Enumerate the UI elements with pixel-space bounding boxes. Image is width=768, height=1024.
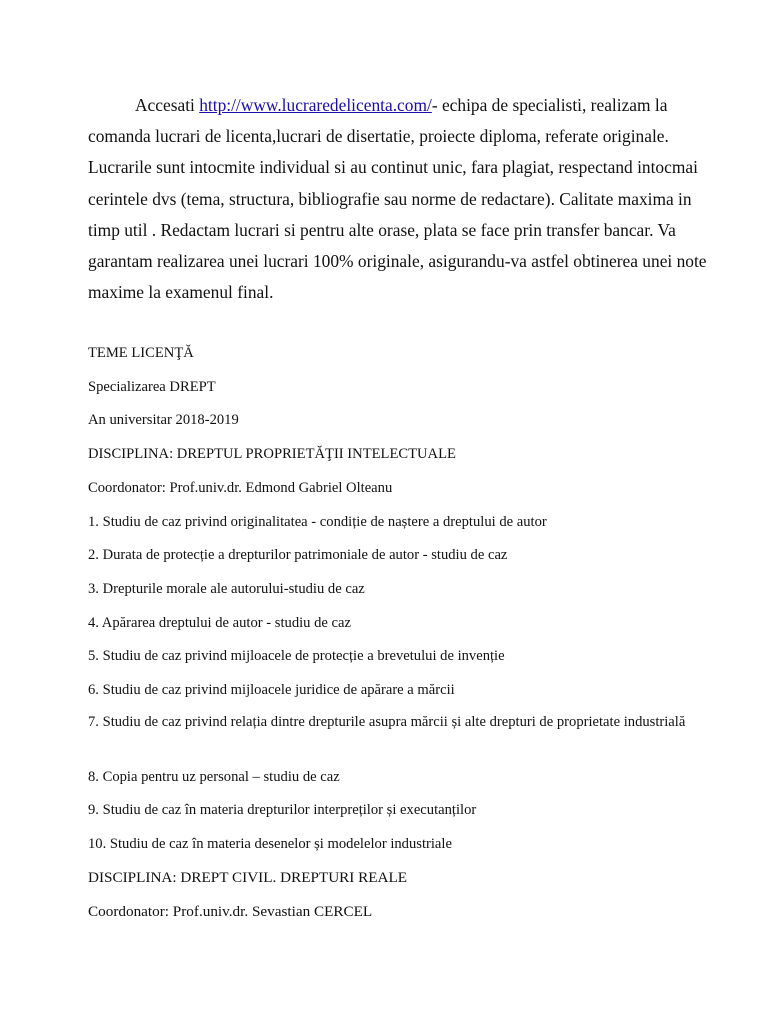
topic-item-8: 8. Copia pentru uz personal – studiu de caz [88,769,340,785]
intro-lead: Accesati [135,95,200,115]
topic-item-5: 5. Studiu de caz privind mijloacele de protecție a brevetului de invenție [88,648,505,664]
topic-item-1: 1. Studiu de caz privind originalitatea - condiție de naștere a dreptului de autor [88,514,547,530]
website-link[interactable]: http://www.lucraredelicenta.com/ [199,95,432,115]
topic-item-3: 3. Drepturile morale ale autorului-studiu de caz [88,581,365,597]
topic-item-4: 4. Apărarea dreptului de autor - studiu de caz [88,615,351,631]
coordinator-1: Coordonator: Prof.univ.dr. Edmond Gabriel Olteanu [88,480,393,496]
topic-item-9: 9. Studiu de caz în materia drepturilor interpreților și executanților [88,802,477,818]
topic-item-7: 7. Studiu de caz privind relația dintre drepturile asupra mărcii și alte drepturi de proprietate industrială [88,714,686,730]
discipline-title-1: DISCIPLINA: DREPTUL PROPRIETĂŢII INTELECTUALE [88,446,456,462]
topic-item-2: 2. Durata de protecție a drepturilor patrimoniale de autor - studiu de caz [88,547,508,563]
section-heading-teme: TEME LICENŢĂ [88,345,194,361]
intro-rest: - echipa de specialisti, realizam la comanda lucrari de licenta,lucrari de disertatie, proiecte diploma, referate originale. Lucrarile sunt intocmite individual si au continut unic, fara plagiat, respectand intocmai cerintele dvs (tema, structura, bibliografie sau norme de redactare). Calitate maxima in timp util . Redactam lucrari si pentru alte orase, plata se face prin transfer bancar. Va garantam realizarea unei lucrari 100% originale, asigurandu-va astfel obtinerea unei note maxime la examenul final. [88,95,707,303]
academic-year-label: An universitar 2018-2019 [88,412,239,428]
topic-item-6: 6. Studiu de caz privind mijloacele juridice de apărare a mărcii [88,682,455,698]
coordinator-2: Coordonator: Prof.univ.dr. Sevastian CERCEL [88,903,373,920]
discipline-title-2: DISCIPLINA: DREPT CIVIL. DREPTURI REALE [88,869,408,886]
specialization-label: Specializarea DREPT [88,379,216,395]
topic-item-10: 10. Studiu de caz în materia desenelor și modelelor industriale [88,836,452,852]
intro-paragraph [88,90,708,308]
